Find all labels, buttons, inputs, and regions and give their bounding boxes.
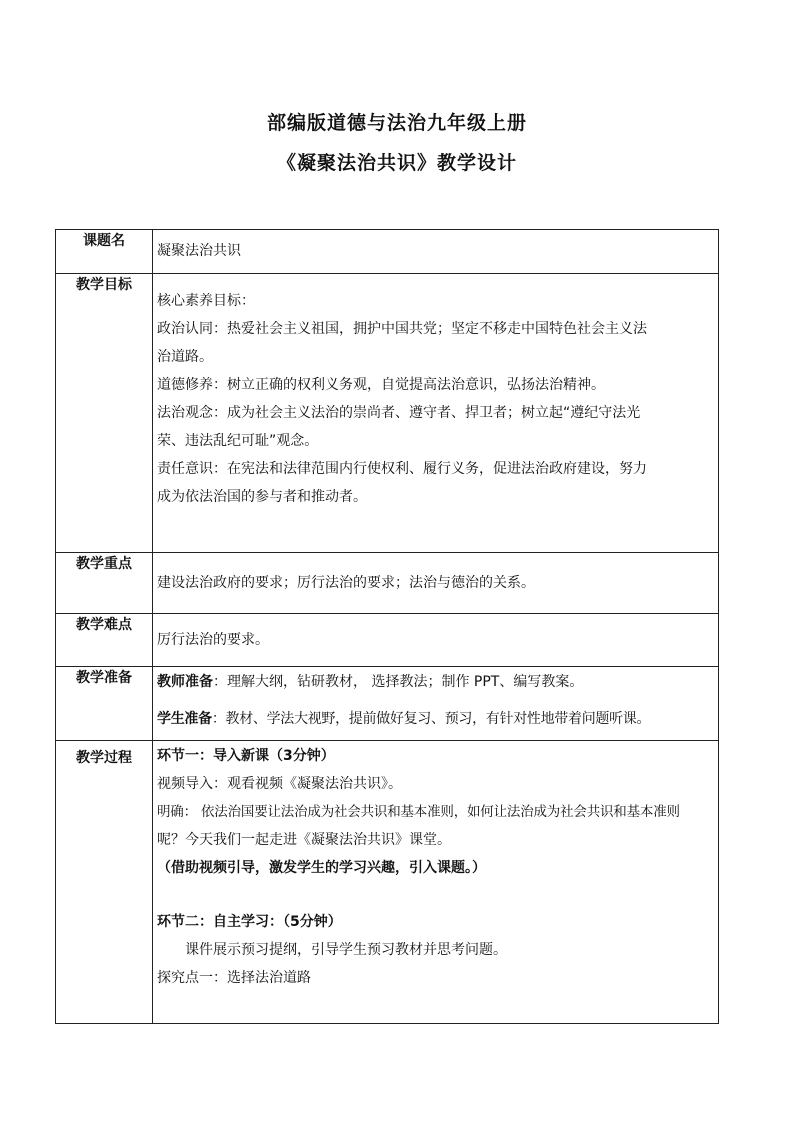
- key-points-value: 建设法治政府的要求；厉行法治的要求；法治与德治的关系。: [153, 553, 719, 614]
- row-key-points: [56, 553, 719, 614]
- student-prep-text: ：教材、学法大视野，提前做好复习、预习，有针对性地带着问题听课。: [211, 711, 651, 727]
- difficulties-value: 厉行法治的要求。: [153, 614, 719, 667]
- objective-line: 责任意识：在宪法和法律范围内行使权利、履行义务，促进法治政府建设，努力: [157, 461, 647, 477]
- teacher-prep-label: 教师准备: [157, 674, 213, 690]
- row-difficulties: [56, 614, 719, 667]
- process-label: 教学过程: [56, 741, 153, 1024]
- objective-line: 荣、违法乱纪可耻”观念。: [157, 433, 319, 449]
- objective-line: 法治观念：成为社会主义法治的崇尚者、遵守者、捍卫者；树立起“遵纪守法光: [157, 405, 641, 421]
- lesson-plan-table: [55, 229, 719, 1024]
- row-process: [56, 741, 719, 1024]
- key-points-label: 教学重点: [56, 553, 153, 614]
- objectives-label: 教学目标: [56, 274, 153, 553]
- objectives-content: [153, 274, 719, 553]
- objective-line: 治道路。: [157, 349, 213, 365]
- row-preparation: [56, 667, 719, 741]
- stage2-line: 探究点一：选择法治道路: [157, 970, 311, 986]
- objective-line: 成为依法治国的参与者和推动者。: [157, 489, 367, 505]
- process-content: [153, 741, 719, 1024]
- document-title: 部编版道德与法治九年级上册: [266, 112, 527, 134]
- row-topic: [56, 230, 719, 274]
- objective-line: 核心素养目标：: [157, 293, 255, 309]
- objective-line: 政治认同：热爱社会主义祖国，拥护中国共党；坚定不移走中国特色社会主义法: [157, 321, 647, 337]
- stage2-line: 课件展示预习提纲，引导学生预习教材并思考问题。: [185, 942, 507, 958]
- topic-label: 课题名: [56, 230, 153, 274]
- stage1-line: 视频导入：观看视频《凝聚法治共识》。: [157, 776, 402, 792]
- preparation-content: [153, 667, 719, 741]
- teacher-prep-line: [157, 671, 714, 694]
- student-prep-label: 学生准备: [157, 711, 212, 727]
- stage1-line: 呢？今天我们一起走进《凝聚法治共识》课堂。: [157, 832, 451, 848]
- student-prep-line: [157, 708, 714, 731]
- stage1-note: （借助视频引导，激发学生的学习兴趣，引入课题。）: [157, 860, 486, 876]
- stage1-title: 环节一：导入新课（3分钟）: [157, 748, 335, 764]
- document-subtitle: 《凝聚法治共识》教学设计: [276, 152, 517, 174]
- teacher-prep-text: ：理解大纲，钻研教材， 选择教法；制作 PPT、编写教案。: [213, 674, 584, 690]
- row-objectives: [56, 274, 719, 553]
- objective-line: 道德修养：树立正确的权利义务观，自觉提高法治意识，弘扬法治精神。: [157, 377, 605, 393]
- difficulties-label: 教学难点: [56, 614, 153, 667]
- topic-value: 凝聚法治共识: [153, 230, 719, 274]
- stage2-title: 环节二：自主学习：（5分钟）: [157, 914, 342, 930]
- stage1-line: 明确： 依法治国要让法治成为社会共识和基本准则，如何让法治成为社会共识和基本准则: [157, 804, 680, 820]
- preparation-label: 教学准备: [56, 667, 153, 741]
